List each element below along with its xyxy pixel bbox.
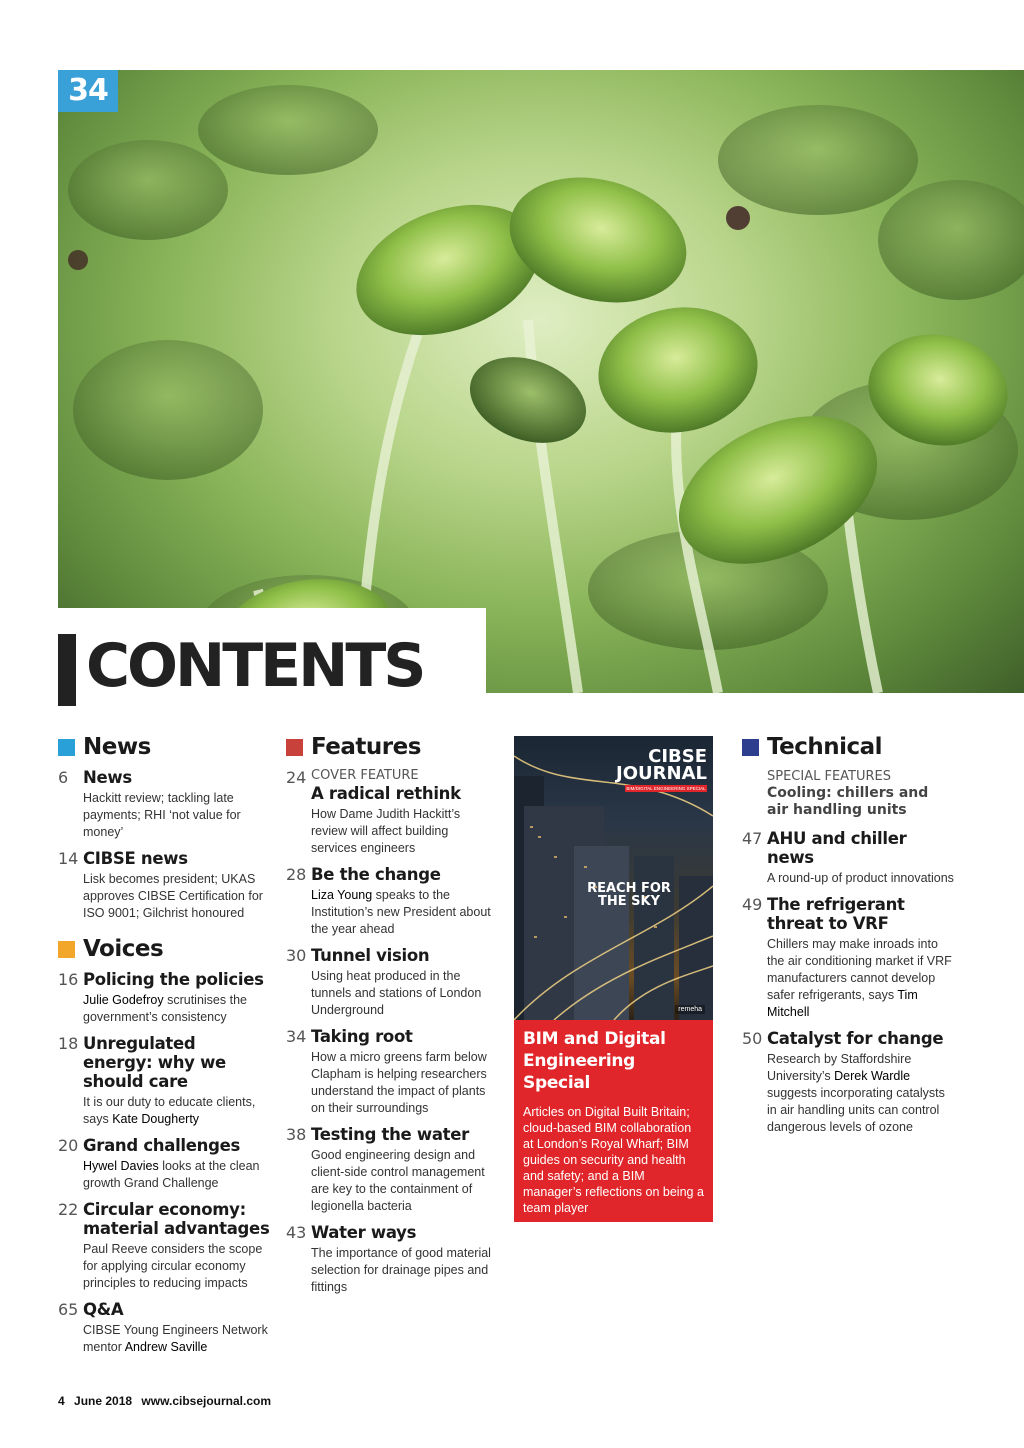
footer-date: June 2018 <box>74 1394 133 1408</box>
entry-description-text: CIBSE Young Engineers Network mentor <box>83 1323 268 1354</box>
entry-description <box>767 1051 954 1136</box>
column-technical <box>742 732 954 1144</box>
entry-description: How Dame Judith Hackitt’s review will affect building services engineers <box>311 807 461 855</box>
toc-entry[interactable] <box>58 1034 270 1128</box>
page-number-badge: 34 <box>58 70 118 112</box>
entry-page-number: 50 <box>742 1029 763 1048</box>
entry-description: Using heat produced in the tunnels and stations of London Underground <box>311 969 482 1017</box>
entry-page-number: 16 <box>58 970 79 989</box>
section-features-title: Features <box>311 734 421 760</box>
entry-page-number: 22 <box>58 1200 79 1219</box>
entry-page-number: 24 <box>286 768 307 787</box>
technical-color-square <box>742 739 759 756</box>
entry-description-text: Research by Staffordshire University’s <box>767 1052 912 1083</box>
section-voices-title: Voices <box>83 936 164 962</box>
toc-entry[interactable] <box>58 1200 270 1292</box>
author-name: Kate Dougherty <box>112 1112 200 1126</box>
footer-page-number: 4 <box>58 1394 65 1408</box>
entry-description-text: suggests incorporating catalysts in air handling units can control dangerous levels of ozone <box>767 1086 945 1134</box>
toc-entry[interactable] <box>286 865 496 938</box>
entry-description <box>311 887 496 938</box>
hero-photo-microgreens <box>58 70 1024 693</box>
entry-page-number: 65 <box>58 1300 79 1319</box>
toc-entry[interactable] <box>742 829 954 887</box>
entry-heading: The refrigerant threat to VRF <box>767 895 905 933</box>
entry-description: Hackitt review; tackling late payments; RHI ‘not value for money’ <box>83 791 241 839</box>
toc-entry[interactable] <box>58 849 270 922</box>
toc-entry-cover-feature[interactable] <box>286 768 496 857</box>
section-features-header <box>286 732 496 762</box>
entry-description <box>83 1094 270 1128</box>
entry-description-text: scrutinises the government’s consistency <box>83 993 247 1024</box>
toc-entry[interactable] <box>58 1300 270 1356</box>
toc-entry[interactable] <box>742 1029 954 1136</box>
toc-entry[interactable] <box>286 1223 496 1296</box>
microgreens-illustration <box>58 70 1024 693</box>
toc-entry[interactable] <box>58 768 270 841</box>
entry-description-text: looks at the clean growth Grand Challenge <box>83 1159 260 1190</box>
cover-logo <box>616 748 707 782</box>
special-features-kicker: SPECIAL FEATURES <box>767 769 892 784</box>
entry-heading: Be the change <box>311 865 441 884</box>
entry-description: Good engineering design and client-side control management are key to the containment of legionella bacteria <box>311 1148 485 1213</box>
entry-page-number: 34 <box>286 1027 307 1046</box>
entry-page-number: 47 <box>742 829 763 848</box>
entry-page-number: 43 <box>286 1223 307 1242</box>
toc-entry[interactable] <box>286 1125 496 1215</box>
contents-title-block <box>58 608 486 701</box>
entry-page-number: 6 <box>58 768 69 787</box>
column-features <box>286 732 496 1304</box>
author-name: Hywel Davies <box>83 1159 159 1173</box>
toc-entry[interactable] <box>58 1136 270 1192</box>
entry-heading: Grand challenges <box>83 1136 241 1155</box>
author-name: Derek Wardle <box>834 1069 911 1083</box>
entry-description: Lisk becomes president; UKAS approves CIBSE Certification for ISO 9001; Gilchrist honoured <box>83 872 263 920</box>
entry-description-text: speaks to the Institution’s new President about the year ahead <box>311 888 491 936</box>
entry-page-number: 20 <box>58 1136 79 1155</box>
section-technical-header <box>742 732 954 762</box>
bim-panel-title: BIM and Digital Engineering Special <box>523 1029 666 1093</box>
entry-heading: Water ways <box>311 1223 417 1242</box>
cover-headline: REACH FOR THE SKY <box>587 881 671 909</box>
section-news-title: News <box>83 734 151 760</box>
entry-page-number: 49 <box>742 895 763 914</box>
toc-entry[interactable] <box>286 1027 496 1117</box>
entry-heading: Taking root <box>311 1027 413 1046</box>
author-name: Andrew Saville <box>124 1340 208 1354</box>
entry-page-number: 18 <box>58 1034 79 1053</box>
toc-entry[interactable] <box>58 970 270 1026</box>
cover-sponsor: remeha <box>675 1005 705 1014</box>
author-name: Liza Young <box>311 888 373 902</box>
entry-page-number: 38 <box>286 1125 307 1144</box>
bim-special-panel[interactable] <box>514 1020 713 1222</box>
magazine-cover-thumbnail[interactable] <box>514 736 713 1020</box>
title-accent-bar <box>58 634 76 706</box>
entry-description: Paul Reeve considers the scope for applying circular economy principles to reducing impacts <box>83 1242 263 1290</box>
entry-page-number: 14 <box>58 849 79 868</box>
entry-heading: Testing the water <box>311 1125 469 1144</box>
footer-url[interactable]: www.cibsejournal.com <box>141 1394 272 1408</box>
cover-logo-line2: JOURNAL <box>616 763 707 784</box>
section-news-header <box>58 732 270 762</box>
entry-description-text: Chillers may make inroads into the air conditioning market if VRF manufacturers cannot develop safer refrigerants, says <box>767 937 952 1002</box>
news-color-square <box>58 739 75 756</box>
entry-heading: AHU and chiller news <box>767 829 907 867</box>
entry-heading: News <box>83 768 132 787</box>
entry-heading: CIBSE news <box>83 849 188 868</box>
entry-heading: Q&A <box>83 1300 124 1319</box>
entry-heading: Unregulated energy: why we should care <box>83 1034 226 1091</box>
entry-description: A round-up of product innovations <box>767 871 954 885</box>
voices-color-square <box>58 941 75 958</box>
special-features-heading[interactable]: Cooling: chillers and air handling units <box>767 785 929 818</box>
bim-panel-body: Articles on Digital Built Britain; cloud-based BIM collaboration at London’s Royal Wharf; BIM guides on security and health and safety; and a BIM manager’s reflections on being a team player <box>523 1105 704 1215</box>
entry-description <box>767 936 954 1021</box>
author-name: Julie Godefroy <box>83 993 164 1007</box>
entry-heading: Policing the policies <box>83 970 264 989</box>
toc-entry[interactable] <box>286 946 496 1019</box>
cover-logo-line1: CIBSE <box>648 746 707 767</box>
entry-heading: Catalyst for change <box>767 1029 944 1048</box>
entry-description-text: It is our duty to educate clients, says <box>83 1095 256 1126</box>
entry-description <box>83 992 270 1026</box>
contents-title: CONTENTS <box>86 631 424 701</box>
column-news-voices <box>58 732 270 1364</box>
entry-page-number: 28 <box>286 865 307 884</box>
entry-description <box>83 1158 270 1192</box>
section-voices-header <box>58 934 270 964</box>
entry-heading: Tunnel vision <box>311 946 430 965</box>
page-footer <box>58 1394 277 1408</box>
entry-page-number: 30 <box>286 946 307 965</box>
cover-logo-strip: BIM/DIGITAL ENGINEERING SPECIAL <box>626 786 706 791</box>
entry-heading: Circular economy: material advantages <box>83 1200 270 1238</box>
toc-entry[interactable] <box>742 895 954 1021</box>
author-name: Tim Mitchell <box>767 988 918 1019</box>
section-technical-title: Technical <box>767 734 883 760</box>
entry-description: How a micro greens farm below Clapham is helping researchers understand the impact of plants on their surroundings <box>311 1050 487 1115</box>
entry-heading: A radical rethink <box>311 784 461 803</box>
entry-description: The importance of good material selection for drainage pipes and fittings <box>311 1246 491 1294</box>
entry-description <box>83 1322 270 1356</box>
entry-kicker: COVER FEATURE <box>311 768 419 783</box>
features-color-square <box>286 739 303 756</box>
